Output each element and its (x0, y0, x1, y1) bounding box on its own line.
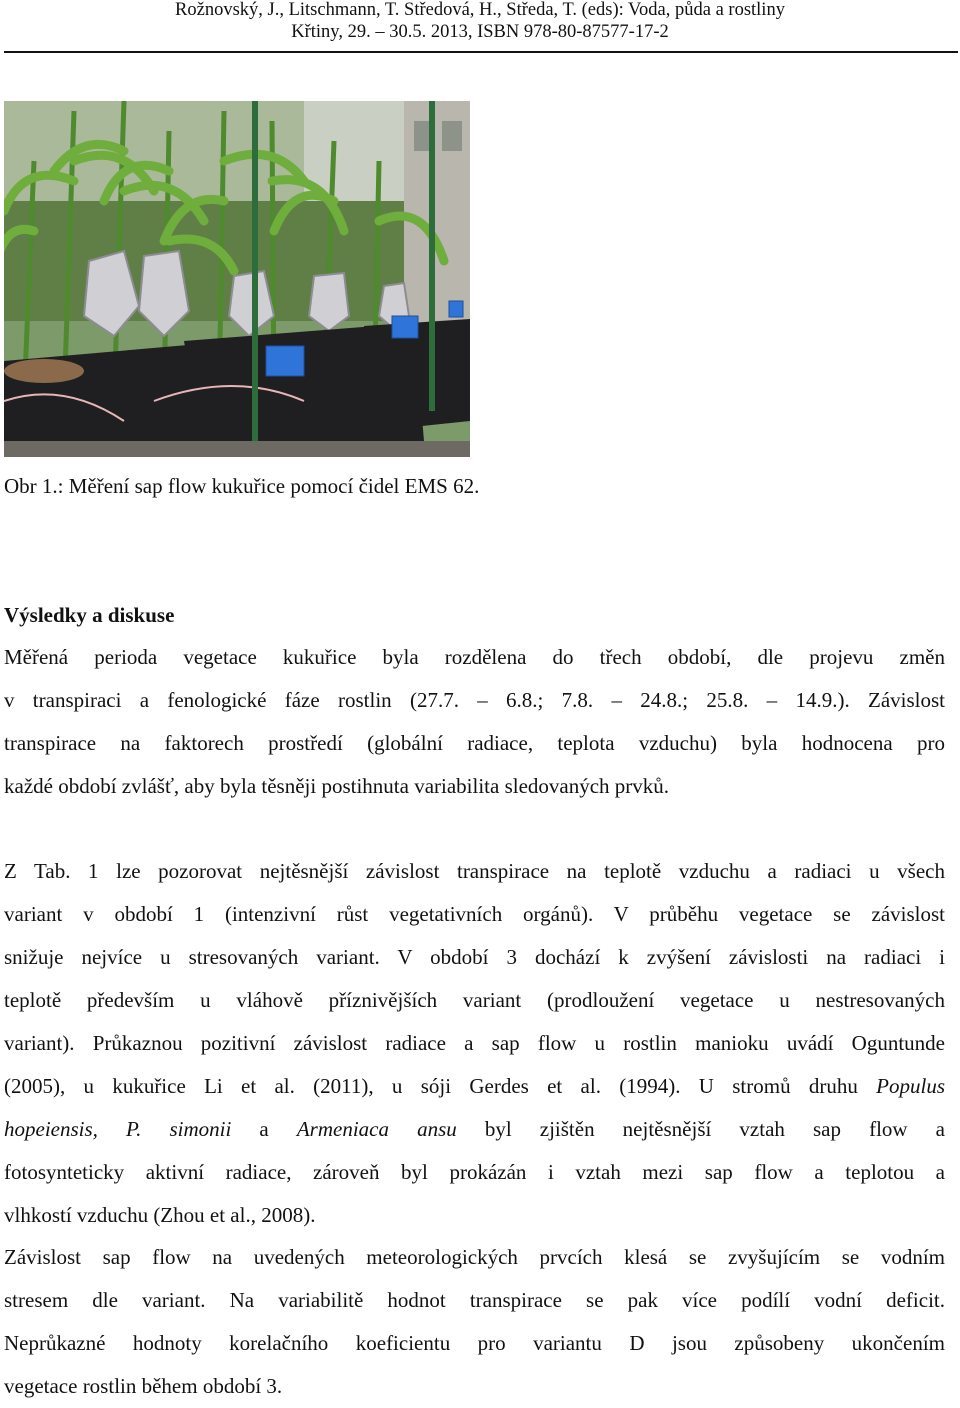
paragraph-line: Měřená perioda vegetace kukuřice byla rozdělena do třech období, dle projevu změn (4, 645, 945, 669)
paragraph-line: variant). Průkaznou pozitivní závislost radiace a sap flow u rostlin manioku uvádí Oguntunde (4, 1031, 945, 1055)
paragraph-line: transpirace na faktorech prostředí (globální radiace, teplota vzduchu) byla hodnocena pro (4, 731, 945, 755)
paragraph-line: variant v období 1 (intenzivní růst vegetativních orgánů). V průběhu vegetace se závislost (4, 902, 945, 926)
paragraph-line: vlhkostí vzduchu (Zhou et al., 2008). (4, 1203, 316, 1227)
section-heading: Výsledky a diskuse (4, 603, 175, 627)
paragraph-line: každé období zvlášť, aby byla těsněji postihnuta variabilita sledovaných prvků. (4, 774, 670, 798)
header-line-conference: Křtiny, 29. – 30.5. 2013, ISBN 978-80-87577-17-2 (291, 22, 669, 42)
paragraph-1 (4, 636, 945, 808)
header-rule (4, 51, 958, 53)
paragraph-line-with-species (4, 1108, 945, 1151)
paragraph-text: byl zjištěn nejtěsnější vztah sap flow a (484, 1117, 945, 1141)
species-name: hopeiensis, (4, 1117, 98, 1141)
header-line-authors: Rožnovský, J., Litschmann, T. Středová, H., Středa, T. (eds): Voda, půda a rostliny (175, 0, 785, 20)
paragraph-line-with-species (4, 1065, 945, 1108)
paragraph-line: Závislost sap flow na uvedených meteorologických prvcích klesá se zvyšujícím se vodním (4, 1245, 945, 1269)
species-name: Populus (876, 1074, 945, 1098)
paragraph-line: stresem dle variant. Na variabilitě hodnot transpirace se pak více podílí vodní deficit. (4, 1288, 945, 1312)
paragraph-line: snižuje nejvíce u stresovaných variant. V období 3 dochází k zvýšení závislosti na radiaci i (4, 945, 945, 969)
paragraph-line: v transpiraci a fenologické fáze rostlin (27.7. – 6.8.; 7.8. – 24.8.; 25.8. – 14.9.). Závislost (4, 688, 945, 712)
paragraph-2 (4, 850, 945, 1237)
paragraph-text: (2005), u kukuřice Li et al. (2011), u sóji Gerdes et al. (1994). U stromů druhu (4, 1074, 858, 1098)
paragraph-line: Neprůkazné hodnoty korelačního koeficientu pro variantu D jsou způsobeny ukončením (4, 1331, 945, 1355)
paragraph-text: a (259, 1117, 269, 1141)
paragraph-line: vegetace rostlin během období 3. (4, 1374, 283, 1398)
paragraph-3 (4, 1236, 945, 1408)
figure-caption: Obr 1.: Měření sap flow kukuřice pomocí čidel EMS 62. (4, 474, 480, 498)
paragraph-line: fotosynteticky aktivní radiace, zároveň byl prokázán i vztah mezi sap flow a teplotou a (4, 1160, 945, 1184)
paragraph-line: Z Tab. 1 lze pozorovat nejtěsnější závislost transpirace na teplotě vzduchu a radiaci u všech (4, 859, 945, 883)
figure-photo-maize-sap-flow (4, 101, 470, 457)
species-name: P. simonii (126, 1117, 232, 1141)
paragraph-line: teplotě především u vláhově příznivějších variant (prodloužení vegetace u nestresovaných (4, 988, 945, 1012)
species-name: Armeniaca ansu (296, 1117, 457, 1141)
